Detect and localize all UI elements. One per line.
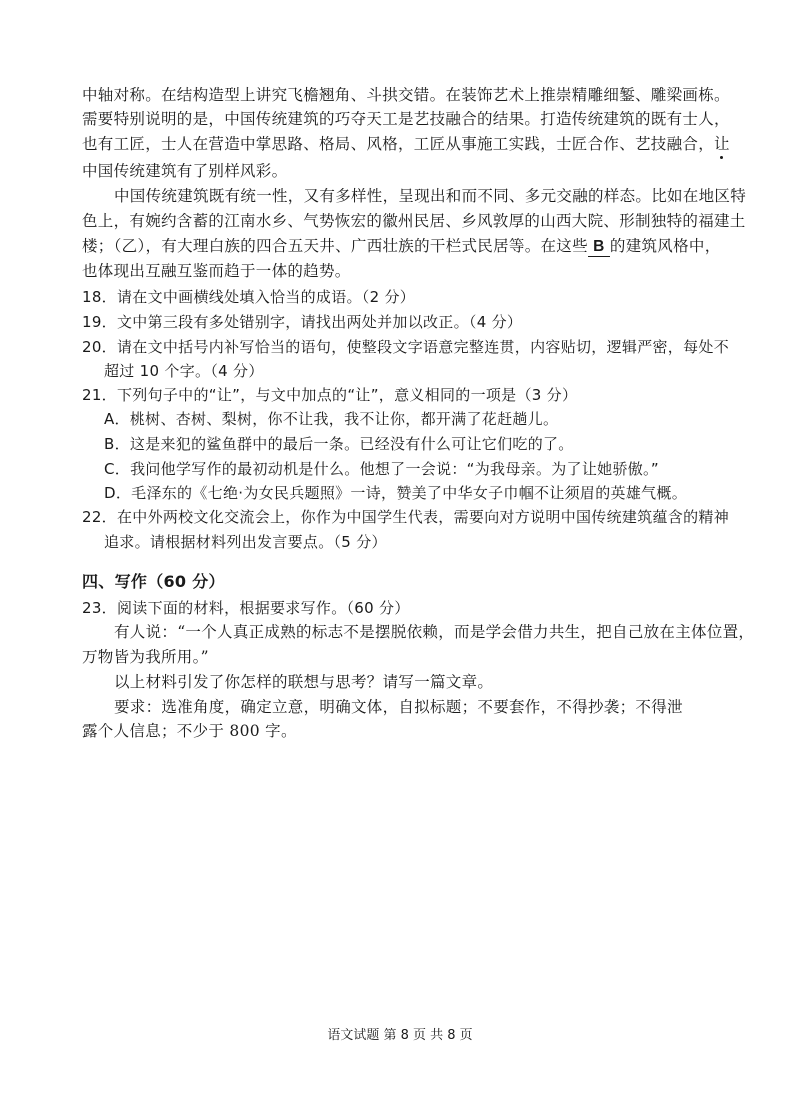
material-quote-line-2: 万物皆为我所用。” (82, 648, 209, 666)
question-22-line-1: 22．在中外两校文化交流会上，你作为中国学生代表，需要向对方说明中国传统建筑蕴含的精神 (82, 508, 729, 526)
question-23: 23．阅读下面的材料，根据要求写作。（60 分） (82, 599, 410, 617)
question-21-option-d: D．毛泽东的《七绝·为女民兵题照》一诗，赞美了中华女子巾帼不让须眉的英雄气概。 (104, 484, 688, 502)
dotted-char-rang: 让 (714, 135, 730, 153)
passage-line-2: 需要特别说明的是，中国传统建筑的巧夺天工是艺技融合的结果。打造传统建筑的既有士人， (82, 110, 730, 128)
passage-line-3 (82, 133, 730, 155)
question-19: 19．文中第三段有多处错别字，请找出两处并加以改正。（4 分） (82, 313, 523, 331)
requirements-line-2: 露个人信息；不少于 800 字。 (82, 722, 297, 740)
question-21-option-c: C．我问他学写作的最初动机是什么。他想了一会说：“为我母亲。为了让她骄傲。” (104, 460, 659, 478)
passage-line-1: 中轴对称。在结构造型上讲究飞檐翘角、斗拱交错。在装饰艺术上推崇精雕细錾、雕梁画栋。 (82, 86, 730, 104)
writing-prompt: 以上材料引发了你怎样的联想与思考？请写一篇文章。 (114, 673, 494, 691)
material-quote-line-1: 有人说：“一个人真正成熟的标志不是摆脱依赖，而是学会借力共生，把自己放在主体位置， (114, 623, 755, 641)
passage-line-7-after: 的建筑风格中， (609, 237, 721, 255)
section-heading-writing: 四、写作（60 分） (82, 572, 225, 591)
question-21: 21．下列句子中的“让”，与文中加点的“让”，意义相同的一项是（3 分） (82, 386, 578, 404)
question-18: 18．请在文中画横线处填入恰当的成语。（2 分） (82, 288, 416, 306)
passage-line-7 (82, 235, 721, 257)
question-22-line-2: 追求。请根据材料列出发言要点。（5 分） (104, 533, 387, 551)
passage-line-7-text: 楼；（乙），有大理白族的四合五天井、广西壮族的干栏式民居等。在这些 (82, 237, 588, 255)
passage-line-5: 中国传统建筑既有统一性，又有多样性，呈现出和而不同、多元交融的样态。比如在地区特 (114, 187, 747, 205)
question-20-line-2: 超过 10 个字。（4 分） (104, 362, 264, 380)
passage-line-6: 色上，有婉约含蓄的江南水乡、气势恢宏的徽州民居、乡风敦厚的山西大院、形制独特的福建土 (82, 212, 746, 230)
page-footer: 语文试题 第 8 页 共 8 页 (327, 1028, 473, 1043)
requirements-line-1: 要求：选准角度，确定立意，明确文体，自拟标题；不要套作，不得抄袭；不得泄 (114, 698, 683, 716)
passage-line-3-text: 也有工匠，士人在营造中掌思路、格局、风格，工匠从事施工实践，士匠合作、艺技融合， (82, 135, 715, 153)
question-21-option-a: A．桃树、杏树、梨树，你不让我，我不让你，都开满了花赶趟儿。 (104, 410, 559, 428)
blank-b: B (588, 238, 610, 257)
question-20-line-1: 20．请在文中括号内补写恰当的语句，使整段文字语意完整连贯，内容贴切，逻辑严密，每处不 (82, 338, 729, 356)
passage-line-4: 中国传统建筑有了别样风彩。 (82, 162, 288, 180)
passage-line-8: 也体现出互融互鉴而趋于一体的趋势。 (82, 262, 351, 280)
question-21-option-b: B．这是来犯的鲨鱼群中的最后一条。已经没有什么可让它们吃的了。 (104, 435, 574, 453)
